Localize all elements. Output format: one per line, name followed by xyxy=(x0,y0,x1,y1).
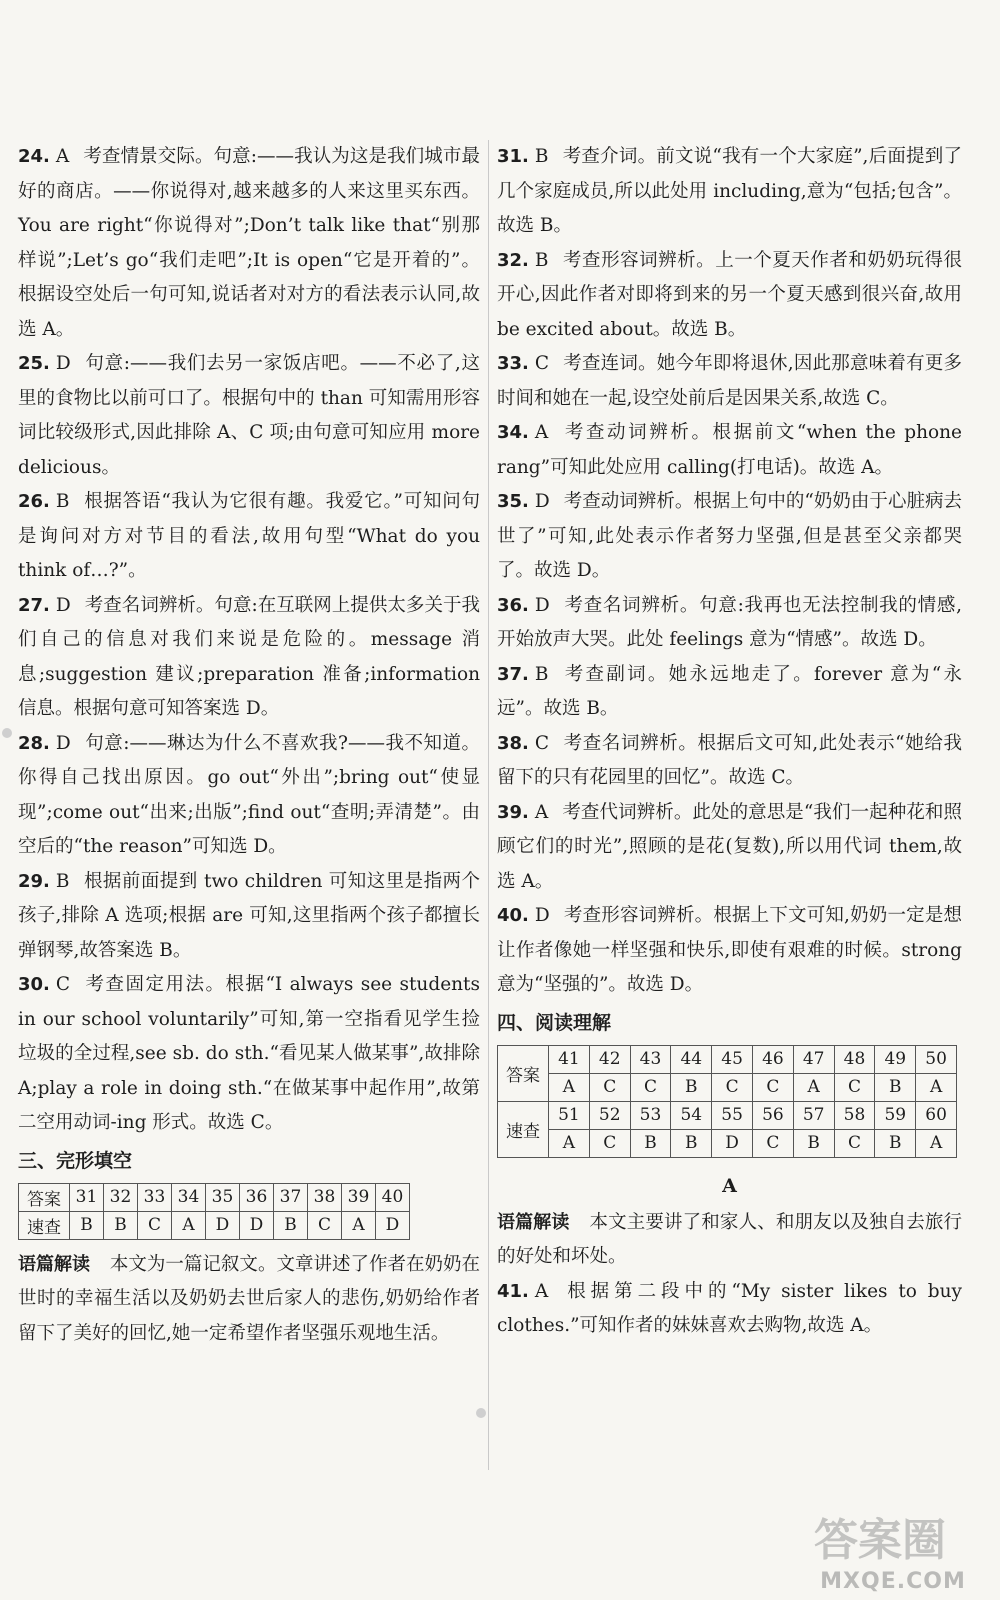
cloze-answer-table xyxy=(18,1183,410,1240)
left-answer-list xyxy=(18,140,480,1141)
explanation-text: 根据答语“我认为它很有趣。我爱它。”可知问句是询问对方对节目的看法,故用句型“What do you think of…?”。 xyxy=(18,491,480,581)
answer-item xyxy=(497,796,962,900)
explanation-text: 考查形容词辨析。根据上下文可知,奶奶一定是想让作者像她一样坚强和快乐,即使有艰难的时候。strong 意为“坚强的”。故选 D。 xyxy=(497,905,962,995)
watermark-brand: 答案圈 xyxy=(814,1515,946,1566)
table-cell: C xyxy=(712,1073,753,1101)
explanation-text: 考查介词。前文说“我有一个大家庭”,后面提到了几个家庭成员,所以此处用 including,意为“包括;包含”。故选 B。 xyxy=(497,146,962,236)
table-cell: D xyxy=(206,1211,240,1239)
table-cell: B xyxy=(70,1211,104,1239)
table-cell: C xyxy=(589,1073,630,1101)
right-answer-list xyxy=(497,140,962,1003)
answer-item xyxy=(18,968,480,1141)
table-head-quick: 速查 xyxy=(498,1101,549,1157)
answer-item xyxy=(497,244,962,348)
table-cell: B xyxy=(671,1073,712,1101)
answer-item xyxy=(18,140,480,347)
summary-label: 语篇解读 xyxy=(18,1253,91,1275)
question-number: 32. xyxy=(497,249,529,271)
answer-item xyxy=(497,1275,962,1344)
table-cell: B xyxy=(875,1129,916,1157)
table-head-quick: 速查 xyxy=(19,1211,70,1239)
explanation-text: 考查名词辨析。根据后文可知,此处表示“她给我留下的只有花园里的回忆”。故选 C。 xyxy=(497,732,962,788)
answer-letter: A xyxy=(534,801,549,823)
table-head-answer: 答案 xyxy=(498,1045,549,1101)
answer-letter: D xyxy=(534,491,550,512)
explanation-text: 考查名词辨析。句意:在互联网上提供太多关于我们自己的信息对我们来说是危险的。message 消息;suggestion 建议;preparation 准备;information 信息。根据句意可知答案选 D。 xyxy=(18,594,480,719)
table-cell: C xyxy=(630,1073,671,1101)
table-cell: 46 xyxy=(752,1045,793,1073)
answer-item xyxy=(18,727,480,865)
left-column xyxy=(18,140,480,1351)
table-cell: A xyxy=(172,1211,206,1239)
table-cell: C xyxy=(834,1073,875,1101)
table-cell: 43 xyxy=(630,1045,671,1073)
table-cell: A xyxy=(342,1211,376,1239)
answer-letter: A xyxy=(55,146,70,167)
answer-item xyxy=(18,347,480,485)
explanation-text: 考查动词辨析。根据前文“when the phone rang”可知此处应用 calling(打电话)。故选 A。 xyxy=(497,422,962,478)
table-cell: 32 xyxy=(104,1183,138,1211)
answer-letter: D xyxy=(55,353,71,374)
table-head-answer: 答案 xyxy=(19,1183,70,1211)
scan-mark xyxy=(476,1408,486,1418)
explanation-text: 根据第二段中的“My sister likes to buy clothes.”可知作者的妹妹喜欢去购物,故选 A。 xyxy=(497,1280,962,1336)
question-number: 26. xyxy=(18,491,50,512)
table-cell: 53 xyxy=(630,1101,671,1129)
answer-item xyxy=(497,727,962,796)
table-cell: 59 xyxy=(875,1101,916,1129)
table-cell: 50 xyxy=(916,1045,957,1073)
answer-item xyxy=(497,658,962,727)
answer-letter: C xyxy=(534,353,550,374)
table-cell: 56 xyxy=(752,1101,793,1129)
cloze-summary xyxy=(18,1248,480,1352)
table-cell: 58 xyxy=(834,1101,875,1129)
question-number: 39. xyxy=(497,801,529,823)
table-cell: B xyxy=(793,1129,834,1157)
question-number: 41. xyxy=(497,1280,529,1302)
question-number: 34. xyxy=(497,422,529,443)
answer-item xyxy=(18,589,480,727)
answer-item xyxy=(497,899,962,1003)
answer-item xyxy=(497,140,962,244)
question-number: 27. xyxy=(18,594,50,616)
answer-letter: C xyxy=(534,732,550,754)
answer-item xyxy=(18,485,480,589)
watermark-site: MXQE.COM xyxy=(820,1569,966,1594)
table-cell: 47 xyxy=(793,1045,834,1073)
question-number: 24. xyxy=(18,146,50,167)
answer-letter: B xyxy=(534,663,549,685)
answer-letter: D xyxy=(55,732,71,754)
answer-letter: D xyxy=(534,905,550,926)
question-number: 31. xyxy=(497,146,529,167)
answer-item xyxy=(18,865,480,969)
summary-label: 语篇解读 xyxy=(497,1211,570,1233)
table-cell: 49 xyxy=(875,1045,916,1073)
table-cell: C xyxy=(752,1129,793,1157)
table-cell: 42 xyxy=(589,1045,630,1073)
table-cell: 45 xyxy=(712,1045,753,1073)
table-cell: 60 xyxy=(916,1101,957,1129)
table-cell: 48 xyxy=(834,1045,875,1073)
table-cell: B xyxy=(274,1211,308,1239)
table-cell: A xyxy=(916,1129,957,1157)
table-cell: C xyxy=(834,1129,875,1157)
explanation-text: 考查连词。她今年即将退休,因此那意味着有更多时间和她在一起,设空处前后是因果关系,故选 C。 xyxy=(497,353,962,409)
table-cell: 55 xyxy=(712,1101,753,1129)
table-cell: A xyxy=(549,1129,590,1157)
question-number: 30. xyxy=(18,974,50,995)
table-cell: C xyxy=(589,1129,630,1157)
reading-section-title: 四、阅读理解 xyxy=(497,1011,612,1034)
explanation-text: 考查固定用法。根据“I always see students in our school voluntarily”可知,第一空指看见学生捡垃圾的全过程,see sb. do sth.“看见某人做某事”,故排除 A;play a role in doing sth.“在做某事中起作用”,故第二空用动词-ing 形式。故选 C。 xyxy=(18,974,480,1133)
reading-answer-table xyxy=(497,1045,957,1158)
table-cell: A xyxy=(549,1073,590,1101)
answer-letter: C xyxy=(55,974,71,995)
table-cell: 36 xyxy=(240,1183,274,1211)
explanation-text: 考查代词辨析。此处的意思是“我们一起种花和照顾它们的时光”,照顾的是花(复数),所以用代词 them,故选 A。 xyxy=(497,801,962,892)
table-cell: B xyxy=(104,1211,138,1239)
table-cell: 57 xyxy=(793,1101,834,1129)
table-cell: 54 xyxy=(671,1101,712,1129)
question-number: 35. xyxy=(497,491,529,512)
question-number: 33. xyxy=(497,353,529,374)
answer-letter: B xyxy=(534,249,549,271)
right-column xyxy=(497,140,962,1344)
table-cell: 35 xyxy=(206,1183,240,1211)
table-cell: C xyxy=(138,1211,172,1239)
table-cell: 44 xyxy=(671,1045,712,1073)
summary-text: 本文为一篇记叙文。文章讲述了作者在奶奶在世时的幸福生活以及奶奶去世后家人的悲伤,奶奶给作者留下了美好的回忆,她一定希望作者坚强乐观地生活。 xyxy=(18,1253,480,1344)
answer-letter: B xyxy=(55,870,70,892)
table-cell: 41 xyxy=(549,1045,590,1073)
answer-item xyxy=(497,416,962,485)
question-number: 37. xyxy=(497,663,529,685)
table-cell: C xyxy=(752,1073,793,1101)
answer-item xyxy=(497,485,962,589)
question-number: 29. xyxy=(18,870,50,892)
answer-letter: D xyxy=(534,594,550,616)
table-cell: B xyxy=(630,1129,671,1157)
summary-text: 本文主要讲了和家人、和朋友以及独自去旅行的好处和坏处。 xyxy=(497,1211,962,1267)
cloze-section-title: 三、完形填空 xyxy=(18,1149,133,1172)
answer-letter: B xyxy=(55,491,70,512)
table-cell: 52 xyxy=(589,1101,630,1129)
scan-mark xyxy=(2,728,12,738)
answer-letter: B xyxy=(534,146,549,167)
table-cell: 38 xyxy=(308,1183,342,1211)
table-cell: A xyxy=(916,1073,957,1101)
explanation-text: 考查动词辨析。根据上句中的“奶奶由于心脏病去世了”可知,此处表示作者努力坚强,但是甚至父亲都哭了。故选 D。 xyxy=(497,491,962,581)
answer-item xyxy=(497,347,962,416)
question-number: 40. xyxy=(497,905,529,926)
table-cell: 31 xyxy=(70,1183,104,1211)
explanation-text: 考查形容词辨析。上一个夏天作者和奶奶玩得很开心,因此作者对即将到来的另一个夏天感到很兴奋,故用 be excited about。故选 B。 xyxy=(497,249,962,340)
explanation-text: 句意:——我们去另一家饭店吧。——不必了,这里的食物比以前可口了。根据句中的 than 可知需用形容词比较级形式,因此排除 A、C 项;由句意可知应用 more delicious。 xyxy=(18,353,480,478)
table-cell: A xyxy=(793,1073,834,1101)
answer-letter: A xyxy=(534,1280,549,1302)
column-divider xyxy=(488,140,489,1470)
answer-letter: A xyxy=(534,422,549,443)
table-cell: 34 xyxy=(172,1183,206,1211)
table-cell: D xyxy=(240,1211,274,1239)
watermark-logo xyxy=(808,1504,978,1594)
question-number: 28. xyxy=(18,732,50,754)
table-cell: C xyxy=(308,1211,342,1239)
answer-item xyxy=(497,589,962,658)
question-number: 36. xyxy=(497,594,529,616)
table-cell: 51 xyxy=(549,1101,590,1129)
table-cell: 37 xyxy=(274,1183,308,1211)
table-cell: D xyxy=(376,1211,410,1239)
explanation-text: 考查名词辨析。句意:我再也无法控制我的情感,开始放声大哭。此处 feelings 意为“情感”。故选 D。 xyxy=(497,594,962,650)
table-cell: 39 xyxy=(342,1183,376,1211)
table-cell: B xyxy=(875,1073,916,1101)
explanation-text: 句意:——琳达为什么不喜欢我?——我不知道。你得自己找出原因。go out“外出”;bring out“使显现”;come out“出来;出版”;find out“查明;弄清楚”。由空后的“the reason”可知选 D。 xyxy=(18,732,480,857)
table-cell: 33 xyxy=(138,1183,172,1211)
question-number: 25. xyxy=(18,353,50,374)
explanation-text: 考查副词。她永远地走了。forever 意为“永远”。故选 B。 xyxy=(497,663,962,719)
answer-letter: D xyxy=(55,594,71,616)
reading-answer-list xyxy=(497,1275,962,1344)
table-cell: D xyxy=(712,1129,753,1157)
explanation-text: 考查情景交际。句意:——我认为这是我们城市最好的商店。——你说得对,越来越多的人来这里买东西。You are right“你说得对”;Don’t talk like that“别那样说”;Let’s go“我们走吧”;It is open“它是开着的”。根据设空处后一句可知,说话者对对方的看法表示认同,故选 A。 xyxy=(18,146,480,340)
passage-label: A xyxy=(722,1174,737,1197)
table-cell: B xyxy=(671,1129,712,1157)
table-cell: 40 xyxy=(376,1183,410,1211)
reading-summary xyxy=(497,1206,962,1275)
question-number: 38. xyxy=(497,732,529,754)
explanation-text: 根据前面提到 two children 可知这里是指两个孩子,排除 A 选项;根据 are 可知,这里指两个孩子都擅长弹钢琴,故答案选 B。 xyxy=(18,870,480,961)
